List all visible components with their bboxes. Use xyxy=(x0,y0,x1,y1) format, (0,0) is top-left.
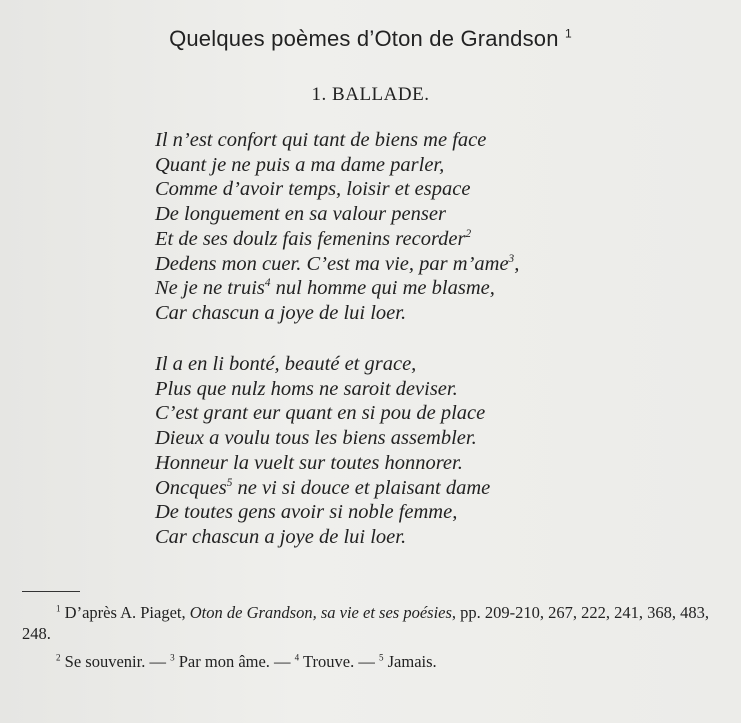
footnote-mark: 4 xyxy=(264,277,271,290)
page-title-text: Quelques poèmes d’Oton de Grandson xyxy=(169,26,559,51)
footnote-mark: 1 xyxy=(564,26,572,41)
book-title: Oton de Grandson, sa vie et ses poésies xyxy=(189,603,452,622)
footnotes xyxy=(22,602,734,672)
verse-line: De longuement en sa valour penser xyxy=(155,203,446,226)
verse-line: Il n’est confort qui tant de biens me face xyxy=(155,129,487,151)
verse-line: Quant je ne puis a ma dame parler, xyxy=(155,153,445,176)
footnote-mark: 3 xyxy=(170,652,175,663)
verse-line: Il a en li bonté, beauté et grace, xyxy=(155,353,417,375)
page-title xyxy=(0,26,741,52)
verse-line: Plus que nulz homs ne saroit deviser. xyxy=(155,377,458,400)
verse-line: Car chascun a joye de lui loer. xyxy=(155,525,407,548)
footnote-mark: 1 xyxy=(56,603,61,614)
footnote-mark: 5 xyxy=(378,652,384,663)
footnote-divider xyxy=(22,591,80,592)
verse-line: Car chascun a joye de lui loer. xyxy=(155,301,407,324)
footnote-mark: 4 xyxy=(294,652,300,663)
footnote-mark: 2 xyxy=(56,652,61,663)
stanza-2 xyxy=(155,352,490,550)
verse-line: C’est grant eur quant en si pou de place xyxy=(155,402,486,425)
verse-line: Honneur la vuelt sur toutes honnorer. xyxy=(155,451,463,474)
footnote-glosses: $^2$ Se souvenir. — $^3$ Par mon âme. — $^4$ Trouve. — $^5$ Jamais. xyxy=(56,652,437,671)
verse-line: Oncques$^5$ ne vi si douce et plaisant dame xyxy=(155,476,491,499)
verse-line: Comme d’avoir temps, loisir et espace xyxy=(155,178,471,201)
section-heading: 1. BALLADE. xyxy=(311,84,430,105)
footnote-mark: 3 xyxy=(508,252,515,265)
verse-line: Ne je ne truis$^4$ nul homme qui me blasme, xyxy=(155,277,495,300)
footnote-mark: 2 xyxy=(465,227,472,240)
verse-line: Dedens mon cuer. C’est ma vie, par m’ame$^3$, xyxy=(155,252,520,275)
verse-line: Dieux a voulu tous les biens assembler. xyxy=(155,427,477,450)
verse-line: Et de ses doulz fais femenins recorder$^2$ xyxy=(155,227,472,250)
footnote-mark: 5 xyxy=(226,476,233,489)
verse-line: De toutes gens avoir si noble femme, xyxy=(155,501,458,524)
stanza-1 xyxy=(155,128,519,326)
footnote-1: $^1$ D’après A. Piaget, Oton de Grandson, sa vie et ses poésies, pp. 209-210, 267, 222, 241, 368, 483, 248. xyxy=(22,603,710,643)
